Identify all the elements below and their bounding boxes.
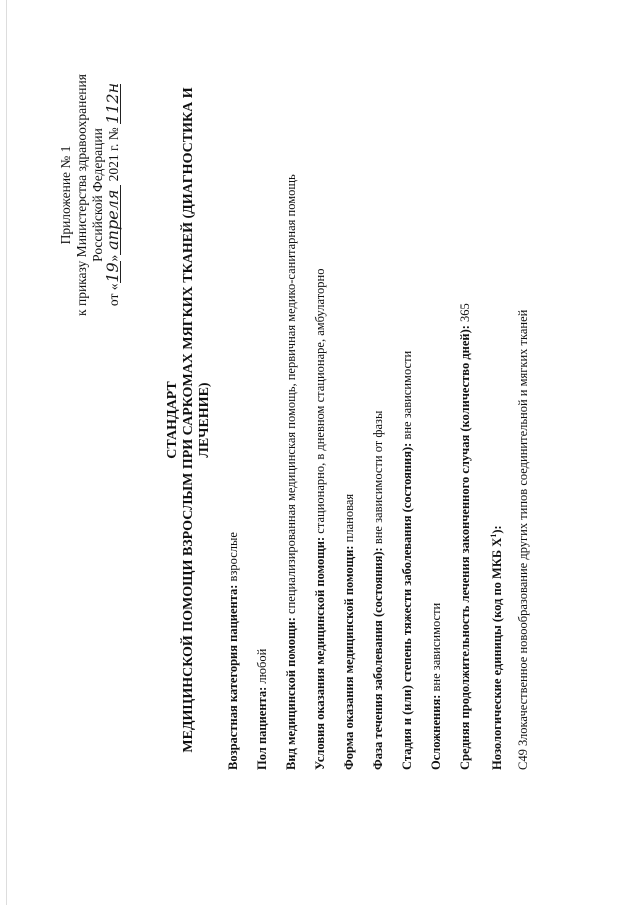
handwritten-order-number: 112н [103,82,122,124]
field-sex: Пол пациента: любой [255,648,269,770]
appendix-date-line [103,65,122,325]
field-duration: Средняя продолжительность лечения законченного случая (количество дней): 365 [458,303,472,770]
field-age: Возрастная категория пациента: взрослые [226,532,240,770]
title-line-1: СТАНДАРТ [165,381,180,459]
field-care-type: Вид медицинской помощи: специализированная медицинская помощь, первичная медико-санитарная помощь [284,174,298,770]
appendix-order: к приказу Министерства здравоохранения [74,74,89,316]
standard-fields [226,10,545,770]
title-line-2: МЕДИЦИНСКОЙ ПОМОЩИ ВЗРОСЛЫМ ПРИ САРКОМАХ МЯГКИХ ТКАНЕЙ (ДИАГНОСТИКА И [181,87,196,753]
handwritten-day: 19 [103,262,122,283]
title-line-3: ЛЕЧЕНИЕ) [197,382,212,458]
field-stage: Стадия и (или) степень тяжести заболевания (состояния): вне зависимости [400,350,414,770]
field-form: Форма оказания медицинской помощи: плановая [342,493,356,770]
field-nosology: Нозологические единицы (код по МКБ $X^1$): [489,525,505,770]
standard-title [165,55,213,785]
date-quote: » [106,254,121,262]
handwritten-month: апреля [106,185,121,255]
field-phase: Фаза течения заболевания (состояния): вне зависимости от фазы [371,410,385,770]
appendix-ministry: Российской Федерации [90,128,105,262]
field-complications: Осложнения: вне зависимости [429,602,443,770]
date-prefix: от « [106,283,121,307]
appendix-block [58,65,122,325]
field-conditions: Условия оказания медицинской помощи: стационарно, в дневном стационаре, амбулаторно [313,268,327,770]
date-year: 2021 г. № [106,127,121,182]
appendix-number: Приложение № 1 [58,145,73,245]
field-icd-code: C49 Злокачественное новообразование других типов соединительной и мягких тканей [516,309,530,770]
